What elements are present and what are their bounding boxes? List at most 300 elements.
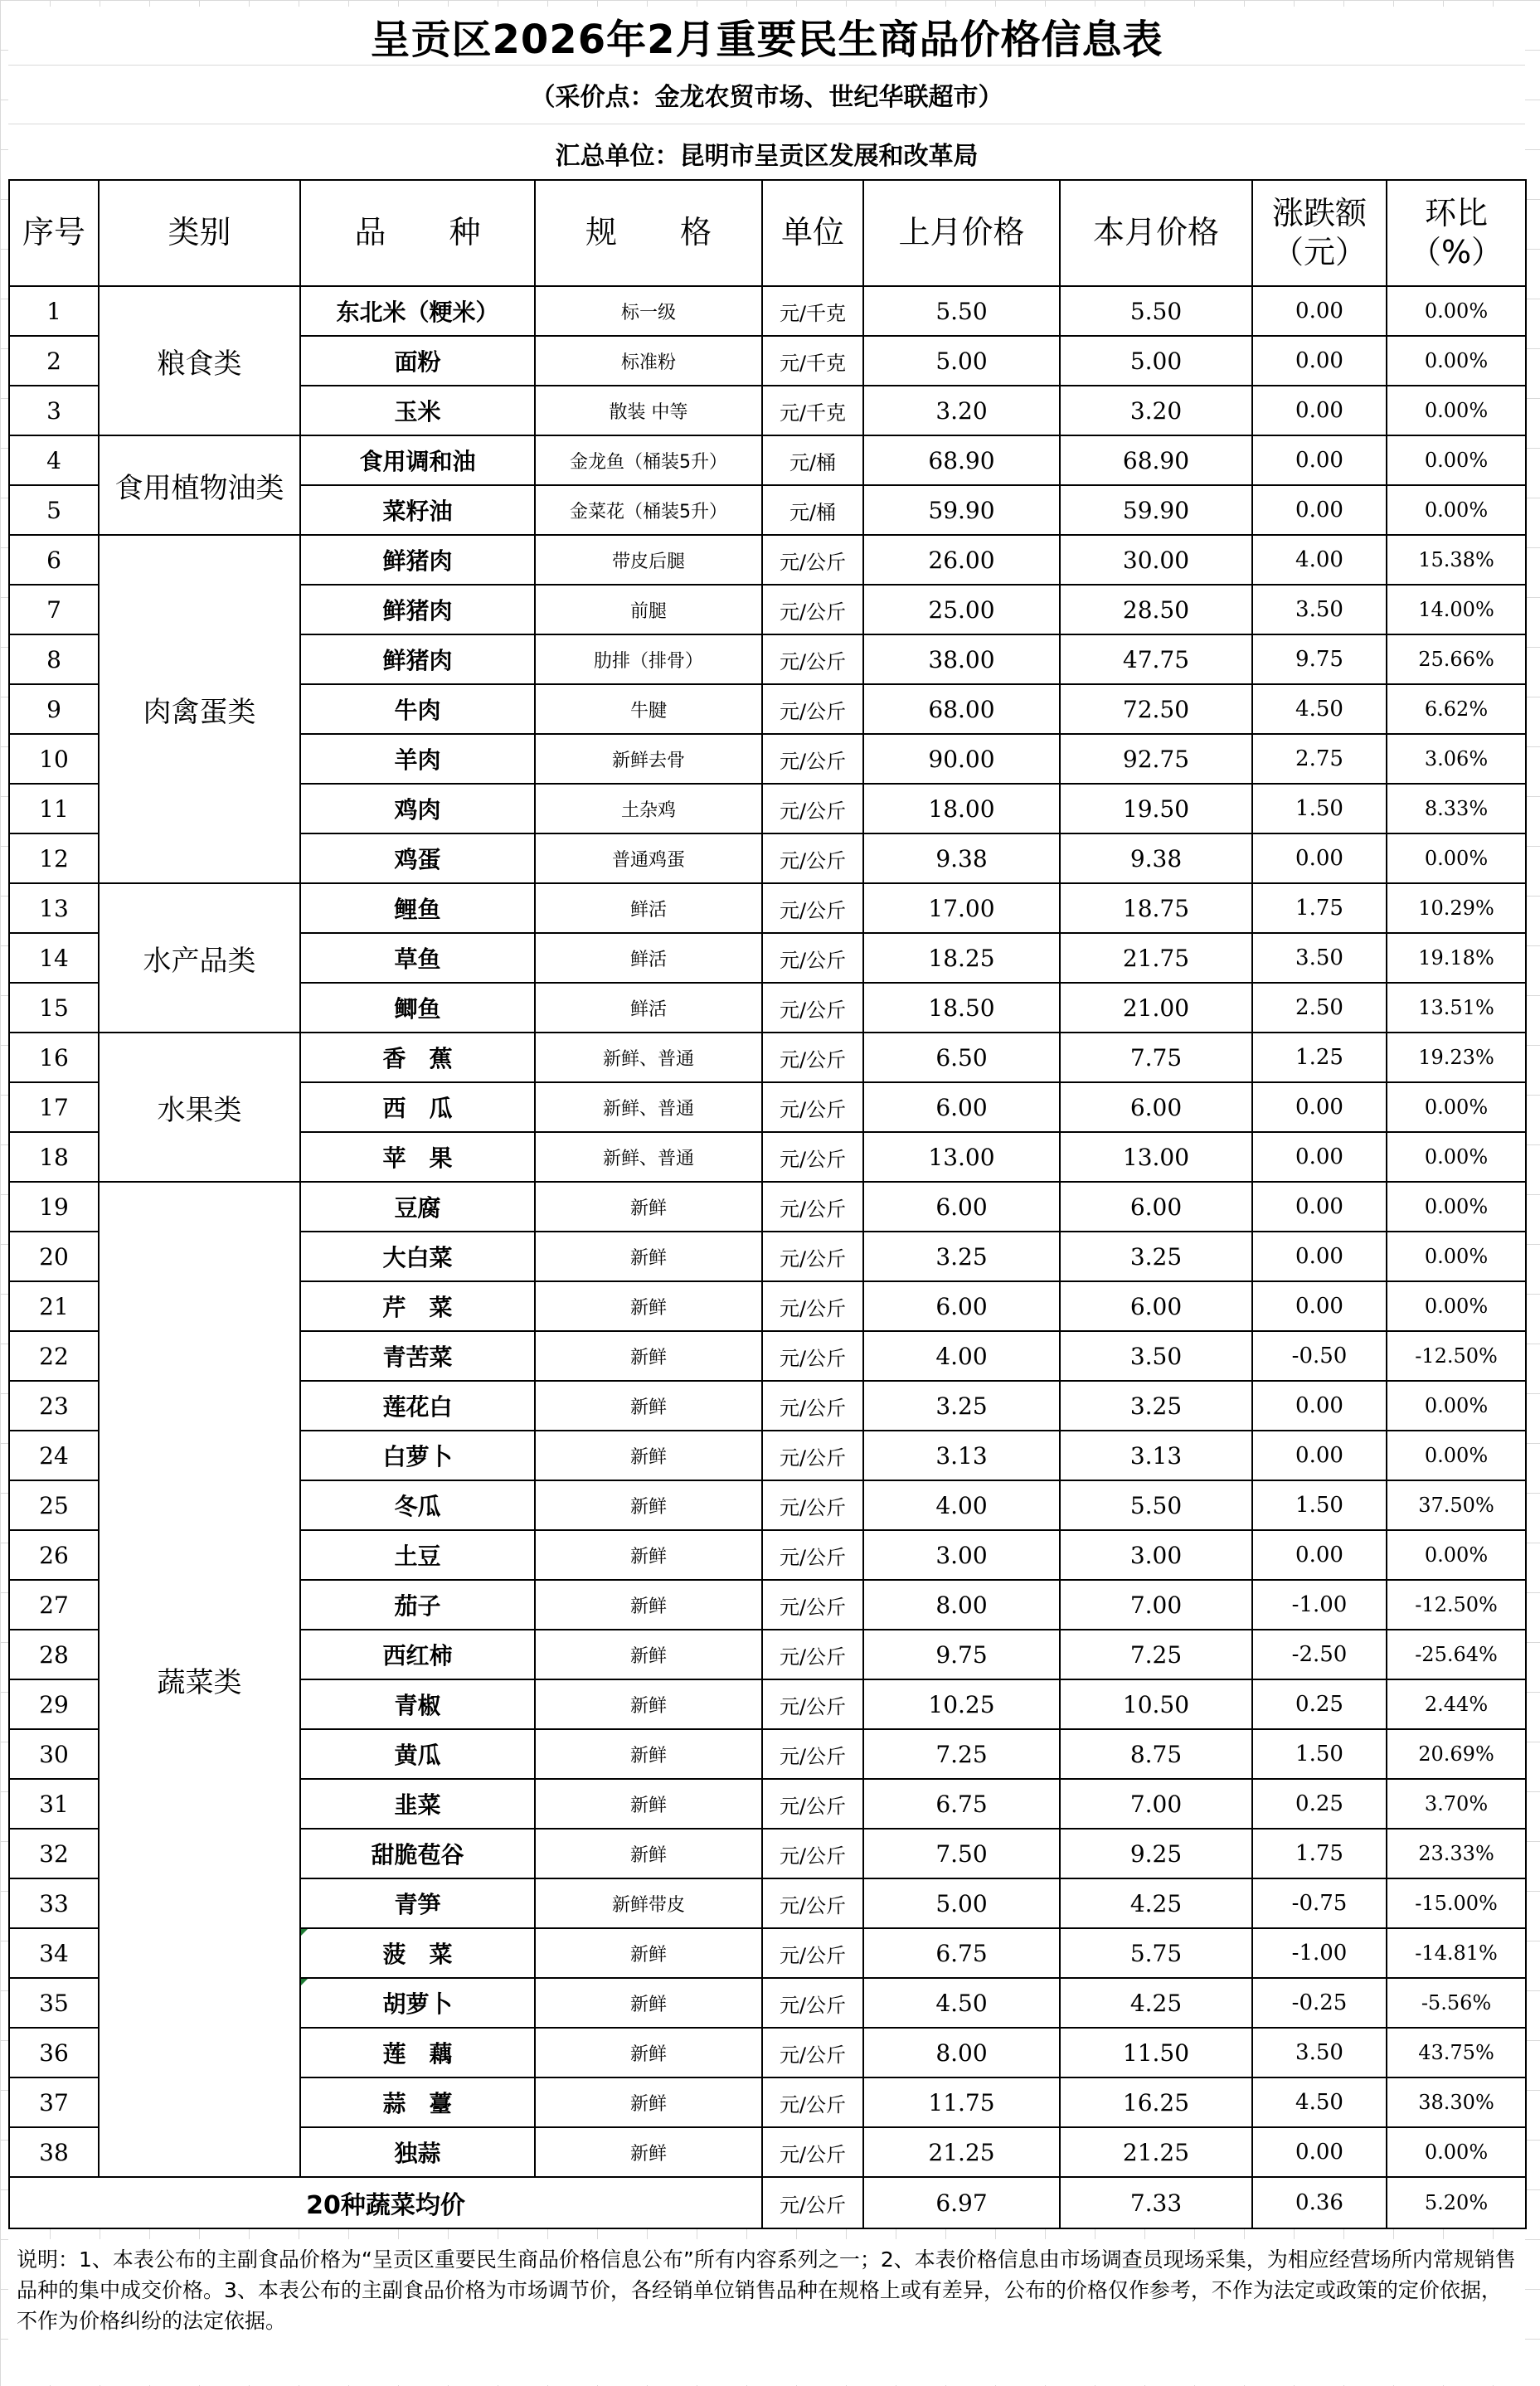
ratio-cell: 0.00% bbox=[1387, 1530, 1526, 1580]
seq-cell: 5 bbox=[9, 485, 99, 535]
seq-cell: 19 bbox=[9, 1182, 99, 1232]
change-cell: 0.00 bbox=[1252, 1232, 1387, 1281]
unit-cell: 元/公斤 bbox=[762, 1082, 863, 1132]
ratio-cell: 19.23% bbox=[1387, 1033, 1526, 1082]
ratio-cell: 0.00% bbox=[1387, 1381, 1526, 1431]
seq-cell: 36 bbox=[9, 2028, 99, 2077]
variety-cell: 青笋 bbox=[300, 1878, 535, 1928]
seq-cell: 27 bbox=[9, 1580, 99, 1630]
unit-cell: 元/公斤 bbox=[762, 684, 863, 734]
variety-cell: 牛肉 bbox=[300, 684, 535, 734]
unit-cell: 元/公斤 bbox=[762, 1381, 863, 1431]
footnote: 说明：1、本表公布的主副食品价格为“呈贡区重要民生商品价格信息公布”所有内容系列之一；2、本表价格信息由市场调查员现场采集，为相应经营场所内常规销售品种的集中成交价格。3、本表公布的主副食品价格为市场调节价，各经销单位销售品种在规格上或有差异，公布的价格仅作参考，不作为法定或政策的定价依据，不作为价格纠纷的法定依据。 bbox=[8, 2239, 1525, 2385]
last-price-cell: 18.25 bbox=[863, 933, 1060, 983]
change-cell: 3.50 bbox=[1252, 585, 1387, 634]
seq-cell: 12 bbox=[9, 833, 99, 883]
change-cell: 0.00 bbox=[1252, 386, 1387, 435]
last-price-cell: 5.50 bbox=[863, 286, 1060, 336]
last-price-cell: 4.00 bbox=[863, 1331, 1060, 1381]
change-cell: -2.50 bbox=[1252, 1630, 1387, 1679]
this-price-cell: 6.00 bbox=[1060, 1281, 1252, 1331]
ratio-cell: 25.66% bbox=[1387, 634, 1526, 684]
this-price-cell: 47.75 bbox=[1060, 634, 1252, 684]
category-cell-veg: 蔬菜类 bbox=[99, 1182, 300, 2177]
unit-cell: 元/公斤 bbox=[762, 585, 863, 634]
variety-cell: 青苦菜 bbox=[300, 1331, 535, 1381]
seq-cell: 6 bbox=[9, 535, 99, 585]
ratio-cell: 37.50% bbox=[1387, 1480, 1526, 1530]
table-row bbox=[9, 535, 1526, 585]
variety-cell: 西 瓜 bbox=[300, 1082, 535, 1132]
change-cell: 0.00 bbox=[1252, 485, 1387, 535]
spec-cell: 新鲜 bbox=[535, 1182, 762, 1232]
ratio-cell: -12.50% bbox=[1387, 1331, 1526, 1381]
change-cell: 2.50 bbox=[1252, 983, 1387, 1033]
ratio-cell: 0.00% bbox=[1387, 485, 1526, 535]
variety-cell: 苹 果 bbox=[300, 1132, 535, 1182]
col-header-variety: 品 种 bbox=[300, 180, 535, 286]
spec-cell: 新鲜、普通 bbox=[535, 1082, 762, 1132]
average-unit: 元/公斤 bbox=[762, 2177, 863, 2228]
spec-cell: 新鲜 bbox=[535, 1580, 762, 1630]
variety-cell: 草鱼 bbox=[300, 933, 535, 983]
variety-cell: 芹 菜 bbox=[300, 1281, 535, 1331]
unit-cell: 元/公斤 bbox=[762, 734, 863, 784]
ratio-cell: 0.00% bbox=[1387, 1182, 1526, 1232]
last-price-cell: 5.00 bbox=[863, 336, 1060, 386]
unit-cell: 元/公斤 bbox=[762, 1829, 863, 1878]
category-cell-oil: 食用植物油类 bbox=[99, 435, 300, 535]
last-price-cell: 9.75 bbox=[863, 1630, 1060, 1679]
last-price-cell: 11.75 bbox=[863, 2077, 1060, 2127]
spec-cell: 前腿 bbox=[535, 585, 762, 634]
last-price-cell: 13.00 bbox=[863, 1132, 1060, 1182]
variety-cell: 胡萝卜 bbox=[300, 1978, 535, 2028]
spec-cell: 新鲜 bbox=[535, 2028, 762, 2077]
seq-cell: 34 bbox=[9, 1928, 99, 1978]
ratio-cell: 0.00% bbox=[1387, 1082, 1526, 1132]
last-price-cell: 6.50 bbox=[863, 1033, 1060, 1082]
col-header-ratio-line2: （%） bbox=[1409, 234, 1504, 270]
variety-cell: 鲜猪肉 bbox=[300, 535, 535, 585]
average-last-price: 6.97 bbox=[863, 2177, 1060, 2228]
last-price-cell: 3.20 bbox=[863, 386, 1060, 435]
last-price-cell: 4.00 bbox=[863, 1480, 1060, 1530]
col-header-seq: 序号 bbox=[9, 180, 99, 286]
variety-cell: 豆腐 bbox=[300, 1182, 535, 1232]
seq-cell: 38 bbox=[9, 2127, 99, 2177]
last-price-cell: 3.00 bbox=[863, 1530, 1060, 1580]
last-price-cell: 8.00 bbox=[863, 1580, 1060, 1630]
category-cell-aquatic: 水产品类 bbox=[99, 883, 300, 1033]
variety-cell: 鸡蛋 bbox=[300, 833, 535, 883]
seq-cell: 22 bbox=[9, 1331, 99, 1381]
last-price-cell: 68.00 bbox=[863, 684, 1060, 734]
col-header-ratio-line1: 环比 bbox=[1424, 194, 1488, 231]
this-price-cell: 28.50 bbox=[1060, 585, 1252, 634]
spec-cell: 新鲜、普通 bbox=[535, 1033, 762, 1082]
spec-cell: 新鲜 bbox=[535, 2077, 762, 2127]
seq-cell: 23 bbox=[9, 1381, 99, 1431]
variety-cell: 菠 菜 bbox=[300, 1928, 535, 1978]
spec-cell: 新鲜去骨 bbox=[535, 734, 762, 784]
unit-cell: 元/公斤 bbox=[762, 1878, 863, 1928]
this-price-cell: 5.50 bbox=[1060, 286, 1252, 336]
spec-cell: 新鲜 bbox=[535, 2127, 762, 2177]
last-price-cell: 6.00 bbox=[863, 1082, 1060, 1132]
table-row bbox=[9, 1182, 1526, 1232]
ratio-cell: 0.00% bbox=[1387, 1281, 1526, 1331]
change-cell: -0.25 bbox=[1252, 1978, 1387, 2028]
seq-cell: 15 bbox=[9, 983, 99, 1033]
ratio-cell: 0.00% bbox=[1387, 1431, 1526, 1480]
ratio-cell: 0.00% bbox=[1387, 336, 1526, 386]
spec-cell: 鲜活 bbox=[535, 883, 762, 933]
unit-cell: 元/公斤 bbox=[762, 1232, 863, 1281]
unit-cell: 元/公斤 bbox=[762, 1132, 863, 1182]
this-price-cell: 3.20 bbox=[1060, 386, 1252, 435]
this-price-cell: 3.25 bbox=[1060, 1232, 1252, 1281]
table-row bbox=[9, 435, 1526, 485]
ratio-cell: 43.75% bbox=[1387, 2028, 1526, 2077]
change-cell: 1.50 bbox=[1252, 784, 1387, 833]
unit-cell: 元/桶 bbox=[762, 435, 863, 485]
change-cell: 0.00 bbox=[1252, 435, 1387, 485]
ratio-cell: 6.62% bbox=[1387, 684, 1526, 734]
last-price-cell: 7.50 bbox=[863, 1829, 1060, 1878]
ratio-cell: 0.00% bbox=[1387, 2127, 1526, 2177]
seq-cell: 30 bbox=[9, 1729, 99, 1779]
variety-cell: 西红柿 bbox=[300, 1630, 535, 1679]
unit-cell: 元/公斤 bbox=[762, 535, 863, 585]
this-price-cell: 21.75 bbox=[1060, 933, 1252, 983]
ratio-cell: 0.00% bbox=[1387, 286, 1526, 336]
change-cell: 1.75 bbox=[1252, 883, 1387, 933]
spec-cell: 散装 中等 bbox=[535, 386, 762, 435]
this-price-cell: 5.00 bbox=[1060, 336, 1252, 386]
spec-cell: 新鲜 bbox=[535, 1978, 762, 2028]
ratio-cell: 13.51% bbox=[1387, 983, 1526, 1033]
this-price-cell: 6.00 bbox=[1060, 1182, 1252, 1232]
variety-cell: 黄瓜 bbox=[300, 1729, 535, 1779]
variety-cell: 面粉 bbox=[300, 336, 535, 386]
seq-cell: 4 bbox=[9, 435, 99, 485]
this-price-cell: 16.25 bbox=[1060, 2077, 1252, 2127]
last-price-cell: 59.90 bbox=[863, 485, 1060, 535]
unit-cell: 元/公斤 bbox=[762, 933, 863, 983]
change-cell: -1.00 bbox=[1252, 1580, 1387, 1630]
unit-cell: 元/公斤 bbox=[762, 634, 863, 684]
seq-cell: 11 bbox=[9, 784, 99, 833]
seq-cell: 16 bbox=[9, 1033, 99, 1082]
this-price-cell: 7.00 bbox=[1060, 1779, 1252, 1829]
change-cell: 0.00 bbox=[1252, 833, 1387, 883]
variety-cell: 独蒜 bbox=[300, 2127, 535, 2177]
last-price-cell: 26.00 bbox=[863, 535, 1060, 585]
unit-cell: 元/公斤 bbox=[762, 1679, 863, 1729]
last-price-cell: 7.25 bbox=[863, 1729, 1060, 1779]
variety-cell: 羊肉 bbox=[300, 734, 535, 784]
this-price-cell: 7.75 bbox=[1060, 1033, 1252, 1082]
this-price-cell: 8.75 bbox=[1060, 1729, 1252, 1779]
unit-cell: 元/千克 bbox=[762, 336, 863, 386]
ratio-cell: 19.18% bbox=[1387, 933, 1526, 983]
unit-cell: 元/公斤 bbox=[762, 2127, 863, 2177]
variety-cell: 甜脆苞谷 bbox=[300, 1829, 535, 1878]
seq-cell: 8 bbox=[9, 634, 99, 684]
col-header-change-line2: （元） bbox=[1271, 234, 1367, 270]
this-price-cell: 5.75 bbox=[1060, 1928, 1252, 1978]
last-price-cell: 68.90 bbox=[863, 435, 1060, 485]
report-header bbox=[8, 7, 1525, 182]
change-cell: 0.00 bbox=[1252, 1182, 1387, 1232]
unit-cell: 元/公斤 bbox=[762, 1530, 863, 1580]
this-price-cell: 5.50 bbox=[1060, 1480, 1252, 1530]
unit-cell: 元/公斤 bbox=[762, 1928, 863, 1978]
col-header-spec: 规 格 bbox=[535, 180, 762, 286]
change-cell: 0.00 bbox=[1252, 336, 1387, 386]
ratio-cell: -15.00% bbox=[1387, 1878, 1526, 1928]
change-cell: -0.75 bbox=[1252, 1878, 1387, 1928]
change-cell: 0.00 bbox=[1252, 286, 1387, 336]
variety-cell: 大白菜 bbox=[300, 1232, 535, 1281]
last-price-cell: 6.75 bbox=[863, 1928, 1060, 1978]
spec-cell: 新鲜 bbox=[535, 1530, 762, 1580]
this-price-cell: 19.50 bbox=[1060, 784, 1252, 833]
unit-cell: 元/公斤 bbox=[762, 983, 863, 1033]
spec-cell: 新鲜带皮 bbox=[535, 1878, 762, 1928]
spec-cell: 新鲜 bbox=[535, 1480, 762, 1530]
spec-cell: 带皮后腿 bbox=[535, 535, 762, 585]
change-cell: 0.00 bbox=[1252, 2127, 1387, 2177]
category-cell-grain: 粮食类 bbox=[99, 286, 300, 435]
last-price-cell: 6.75 bbox=[863, 1779, 1060, 1829]
unit-cell: 元/千克 bbox=[762, 286, 863, 336]
ratio-cell: 15.38% bbox=[1387, 535, 1526, 585]
change-cell: 0.25 bbox=[1252, 1779, 1387, 1829]
sampling-points: （采价点：金龙农贸市场、世纪华联超市） bbox=[8, 66, 1525, 124]
unit-cell: 元/公斤 bbox=[762, 1580, 863, 1630]
seq-cell: 17 bbox=[9, 1082, 99, 1132]
spec-cell: 新鲜 bbox=[535, 1381, 762, 1431]
this-price-cell: 9.25 bbox=[1060, 1829, 1252, 1878]
change-cell: 3.50 bbox=[1252, 933, 1387, 983]
last-price-cell: 6.00 bbox=[863, 1281, 1060, 1331]
spec-cell: 鲜活 bbox=[535, 983, 762, 1033]
change-cell: 0.00 bbox=[1252, 1431, 1387, 1480]
this-price-cell: 30.00 bbox=[1060, 535, 1252, 585]
last-price-cell: 90.00 bbox=[863, 734, 1060, 784]
spec-cell: 新鲜 bbox=[535, 1829, 762, 1878]
ratio-cell: 38.30% bbox=[1387, 2077, 1526, 2127]
col-header-ratio bbox=[1387, 180, 1526, 286]
spec-cell: 新鲜、普通 bbox=[535, 1132, 762, 1182]
change-cell: 1.25 bbox=[1252, 1033, 1387, 1082]
col-header-change-line1: 涨跌额 bbox=[1271, 194, 1367, 231]
seq-cell: 35 bbox=[9, 1978, 99, 2028]
variety-cell: 白萝卜 bbox=[300, 1431, 535, 1480]
unit-cell: 元/公斤 bbox=[762, 833, 863, 883]
col-header-unit: 单位 bbox=[762, 180, 863, 286]
change-cell: 4.50 bbox=[1252, 684, 1387, 734]
spec-cell: 新鲜 bbox=[535, 1779, 762, 1829]
seq-cell: 29 bbox=[9, 1679, 99, 1729]
seq-cell: 25 bbox=[9, 1480, 99, 1530]
seq-cell: 2 bbox=[9, 336, 99, 386]
change-cell: 0.00 bbox=[1252, 1381, 1387, 1431]
this-price-cell: 13.00 bbox=[1060, 1132, 1252, 1182]
variety-cell: 香 蕉 bbox=[300, 1033, 535, 1082]
seq-cell: 32 bbox=[9, 1829, 99, 1878]
change-cell: 0.00 bbox=[1252, 1281, 1387, 1331]
ratio-cell: 2.44% bbox=[1387, 1679, 1526, 1729]
table-header-row bbox=[9, 180, 1526, 286]
page-title: 呈贡区2026年2月重要民生商品价格信息表 bbox=[8, 7, 1525, 66]
last-price-cell: 4.50 bbox=[863, 1978, 1060, 2028]
average-this-price: 7.33 bbox=[1060, 2177, 1252, 2228]
this-price-cell: 21.25 bbox=[1060, 2127, 1252, 2177]
last-price-cell: 21.25 bbox=[863, 2127, 1060, 2177]
unit-cell: 元/公斤 bbox=[762, 1281, 863, 1331]
spec-cell: 新鲜 bbox=[535, 1431, 762, 1480]
variety-cell: 鲤鱼 bbox=[300, 883, 535, 933]
this-price-cell: 59.90 bbox=[1060, 485, 1252, 535]
ratio-cell: 20.69% bbox=[1387, 1729, 1526, 1779]
variety-cell: 茄子 bbox=[300, 1580, 535, 1630]
ratio-cell: 0.00% bbox=[1387, 1132, 1526, 1182]
spec-cell: 标一级 bbox=[535, 286, 762, 336]
variety-cell: 鸡肉 bbox=[300, 784, 535, 833]
ratio-cell: -14.81% bbox=[1387, 1928, 1526, 1978]
unit-cell: 元/公斤 bbox=[762, 1480, 863, 1530]
last-price-cell: 38.00 bbox=[863, 634, 1060, 684]
change-cell: 0.00 bbox=[1252, 1132, 1387, 1182]
variety-cell: 鲜猪肉 bbox=[300, 634, 535, 684]
seq-cell: 20 bbox=[9, 1232, 99, 1281]
ratio-cell: -5.56% bbox=[1387, 1978, 1526, 2028]
this-price-cell: 72.50 bbox=[1060, 684, 1252, 734]
unit-cell: 元/公斤 bbox=[762, 1729, 863, 1779]
change-cell: 9.75 bbox=[1252, 634, 1387, 684]
last-price-cell: 18.50 bbox=[863, 983, 1060, 1033]
category-cell-meat: 肉禽蛋类 bbox=[99, 535, 300, 883]
seq-cell: 10 bbox=[9, 734, 99, 784]
this-price-cell: 7.25 bbox=[1060, 1630, 1252, 1679]
this-price-cell: 68.90 bbox=[1060, 435, 1252, 485]
unit-cell: 元/公斤 bbox=[762, 1182, 863, 1232]
variety-cell: 鲫鱼 bbox=[300, 983, 535, 1033]
last-price-cell: 25.00 bbox=[863, 585, 1060, 634]
last-price-cell: 3.25 bbox=[863, 1232, 1060, 1281]
table-body bbox=[9, 286, 1526, 2228]
change-cell: -0.50 bbox=[1252, 1331, 1387, 1381]
spec-cell: 土杂鸡 bbox=[535, 784, 762, 833]
spec-cell: 新鲜 bbox=[535, 1928, 762, 1978]
spec-cell: 标准粉 bbox=[535, 336, 762, 386]
variety-cell: 蒜 薹 bbox=[300, 2077, 535, 2127]
unit-cell: 元/桶 bbox=[762, 485, 863, 535]
ratio-cell: 0.00% bbox=[1387, 833, 1526, 883]
last-price-cell: 9.38 bbox=[863, 833, 1060, 883]
spec-cell: 新鲜 bbox=[535, 1232, 762, 1281]
change-cell: 0.00 bbox=[1252, 1530, 1387, 1580]
unit-cell: 元/公斤 bbox=[762, 1331, 863, 1381]
unit-cell: 元/公斤 bbox=[762, 1630, 863, 1679]
ratio-cell: 3.06% bbox=[1387, 734, 1526, 784]
this-price-cell: 92.75 bbox=[1060, 734, 1252, 784]
variety-cell: 鲜猪肉 bbox=[300, 585, 535, 634]
unit-cell: 元/千克 bbox=[762, 386, 863, 435]
change-cell: -1.00 bbox=[1252, 1928, 1387, 1978]
spec-cell: 新鲜 bbox=[535, 1331, 762, 1381]
col-header-this-price: 本月价格 bbox=[1060, 180, 1252, 286]
ratio-cell: 14.00% bbox=[1387, 585, 1526, 634]
seq-cell: 18 bbox=[9, 1132, 99, 1182]
this-price-cell: 11.50 bbox=[1060, 2028, 1252, 2077]
last-price-cell: 5.00 bbox=[863, 1878, 1060, 1928]
ratio-cell: 10.29% bbox=[1387, 883, 1526, 933]
last-price-cell: 8.00 bbox=[863, 2028, 1060, 2077]
variety-cell: 东北米（粳米） bbox=[300, 286, 535, 336]
seq-cell: 14 bbox=[9, 933, 99, 983]
col-header-change bbox=[1252, 180, 1387, 286]
vegetable-average-row bbox=[9, 2177, 1526, 2228]
change-cell: 2.75 bbox=[1252, 734, 1387, 784]
unit-cell: 元/公斤 bbox=[762, 1978, 863, 2028]
unit-cell: 元/公斤 bbox=[762, 1779, 863, 1829]
change-cell: 1.50 bbox=[1252, 1729, 1387, 1779]
this-price-cell: 9.38 bbox=[1060, 833, 1252, 883]
this-price-cell: 21.00 bbox=[1060, 983, 1252, 1033]
category-cell-fruit: 水果类 bbox=[99, 1033, 300, 1182]
this-price-cell: 10.50 bbox=[1060, 1679, 1252, 1729]
this-price-cell: 4.25 bbox=[1060, 1878, 1252, 1928]
this-price-cell: 7.00 bbox=[1060, 1580, 1252, 1630]
ratio-cell: 23.33% bbox=[1387, 1829, 1526, 1878]
change-cell: 1.50 bbox=[1252, 1480, 1387, 1530]
variety-cell: 莲 藕 bbox=[300, 2028, 535, 2077]
spec-cell: 新鲜 bbox=[535, 1679, 762, 1729]
this-price-cell: 6.00 bbox=[1060, 1082, 1252, 1132]
average-label: 20种蔬菜均价 bbox=[9, 2177, 762, 2228]
ratio-cell: -25.64% bbox=[1387, 1630, 1526, 1679]
spec-cell: 鲜活 bbox=[535, 933, 762, 983]
unit-cell: 元/公斤 bbox=[762, 883, 863, 933]
price-table bbox=[8, 179, 1527, 2229]
variety-cell: 土豆 bbox=[300, 1530, 535, 1580]
seq-cell: 7 bbox=[9, 585, 99, 634]
change-cell: 0.25 bbox=[1252, 1679, 1387, 1729]
variety-cell: 菜籽油 bbox=[300, 485, 535, 535]
ratio-cell: 0.00% bbox=[1387, 386, 1526, 435]
this-price-cell: 18.75 bbox=[1060, 883, 1252, 933]
spec-cell: 新鲜 bbox=[535, 1281, 762, 1331]
table-row bbox=[9, 1033, 1526, 1082]
ratio-cell: 3.70% bbox=[1387, 1779, 1526, 1829]
average-ratio: 5.20% bbox=[1387, 2177, 1526, 2228]
seq-cell: 1 bbox=[9, 286, 99, 336]
unit-cell: 元/公斤 bbox=[762, 2028, 863, 2077]
col-header-category: 类别 bbox=[99, 180, 300, 286]
seq-cell: 31 bbox=[9, 1779, 99, 1829]
organizer-line: 汇总单位：昆明市呈贡区发展和改革局 bbox=[555, 142, 979, 171]
this-price-cell: 3.50 bbox=[1060, 1331, 1252, 1381]
seq-cell: 9 bbox=[9, 684, 99, 734]
last-price-cell: 3.25 bbox=[863, 1381, 1060, 1431]
change-cell: 1.75 bbox=[1252, 1829, 1387, 1878]
this-price-cell: 3.00 bbox=[1060, 1530, 1252, 1580]
ratio-cell: 0.00% bbox=[1387, 435, 1526, 485]
